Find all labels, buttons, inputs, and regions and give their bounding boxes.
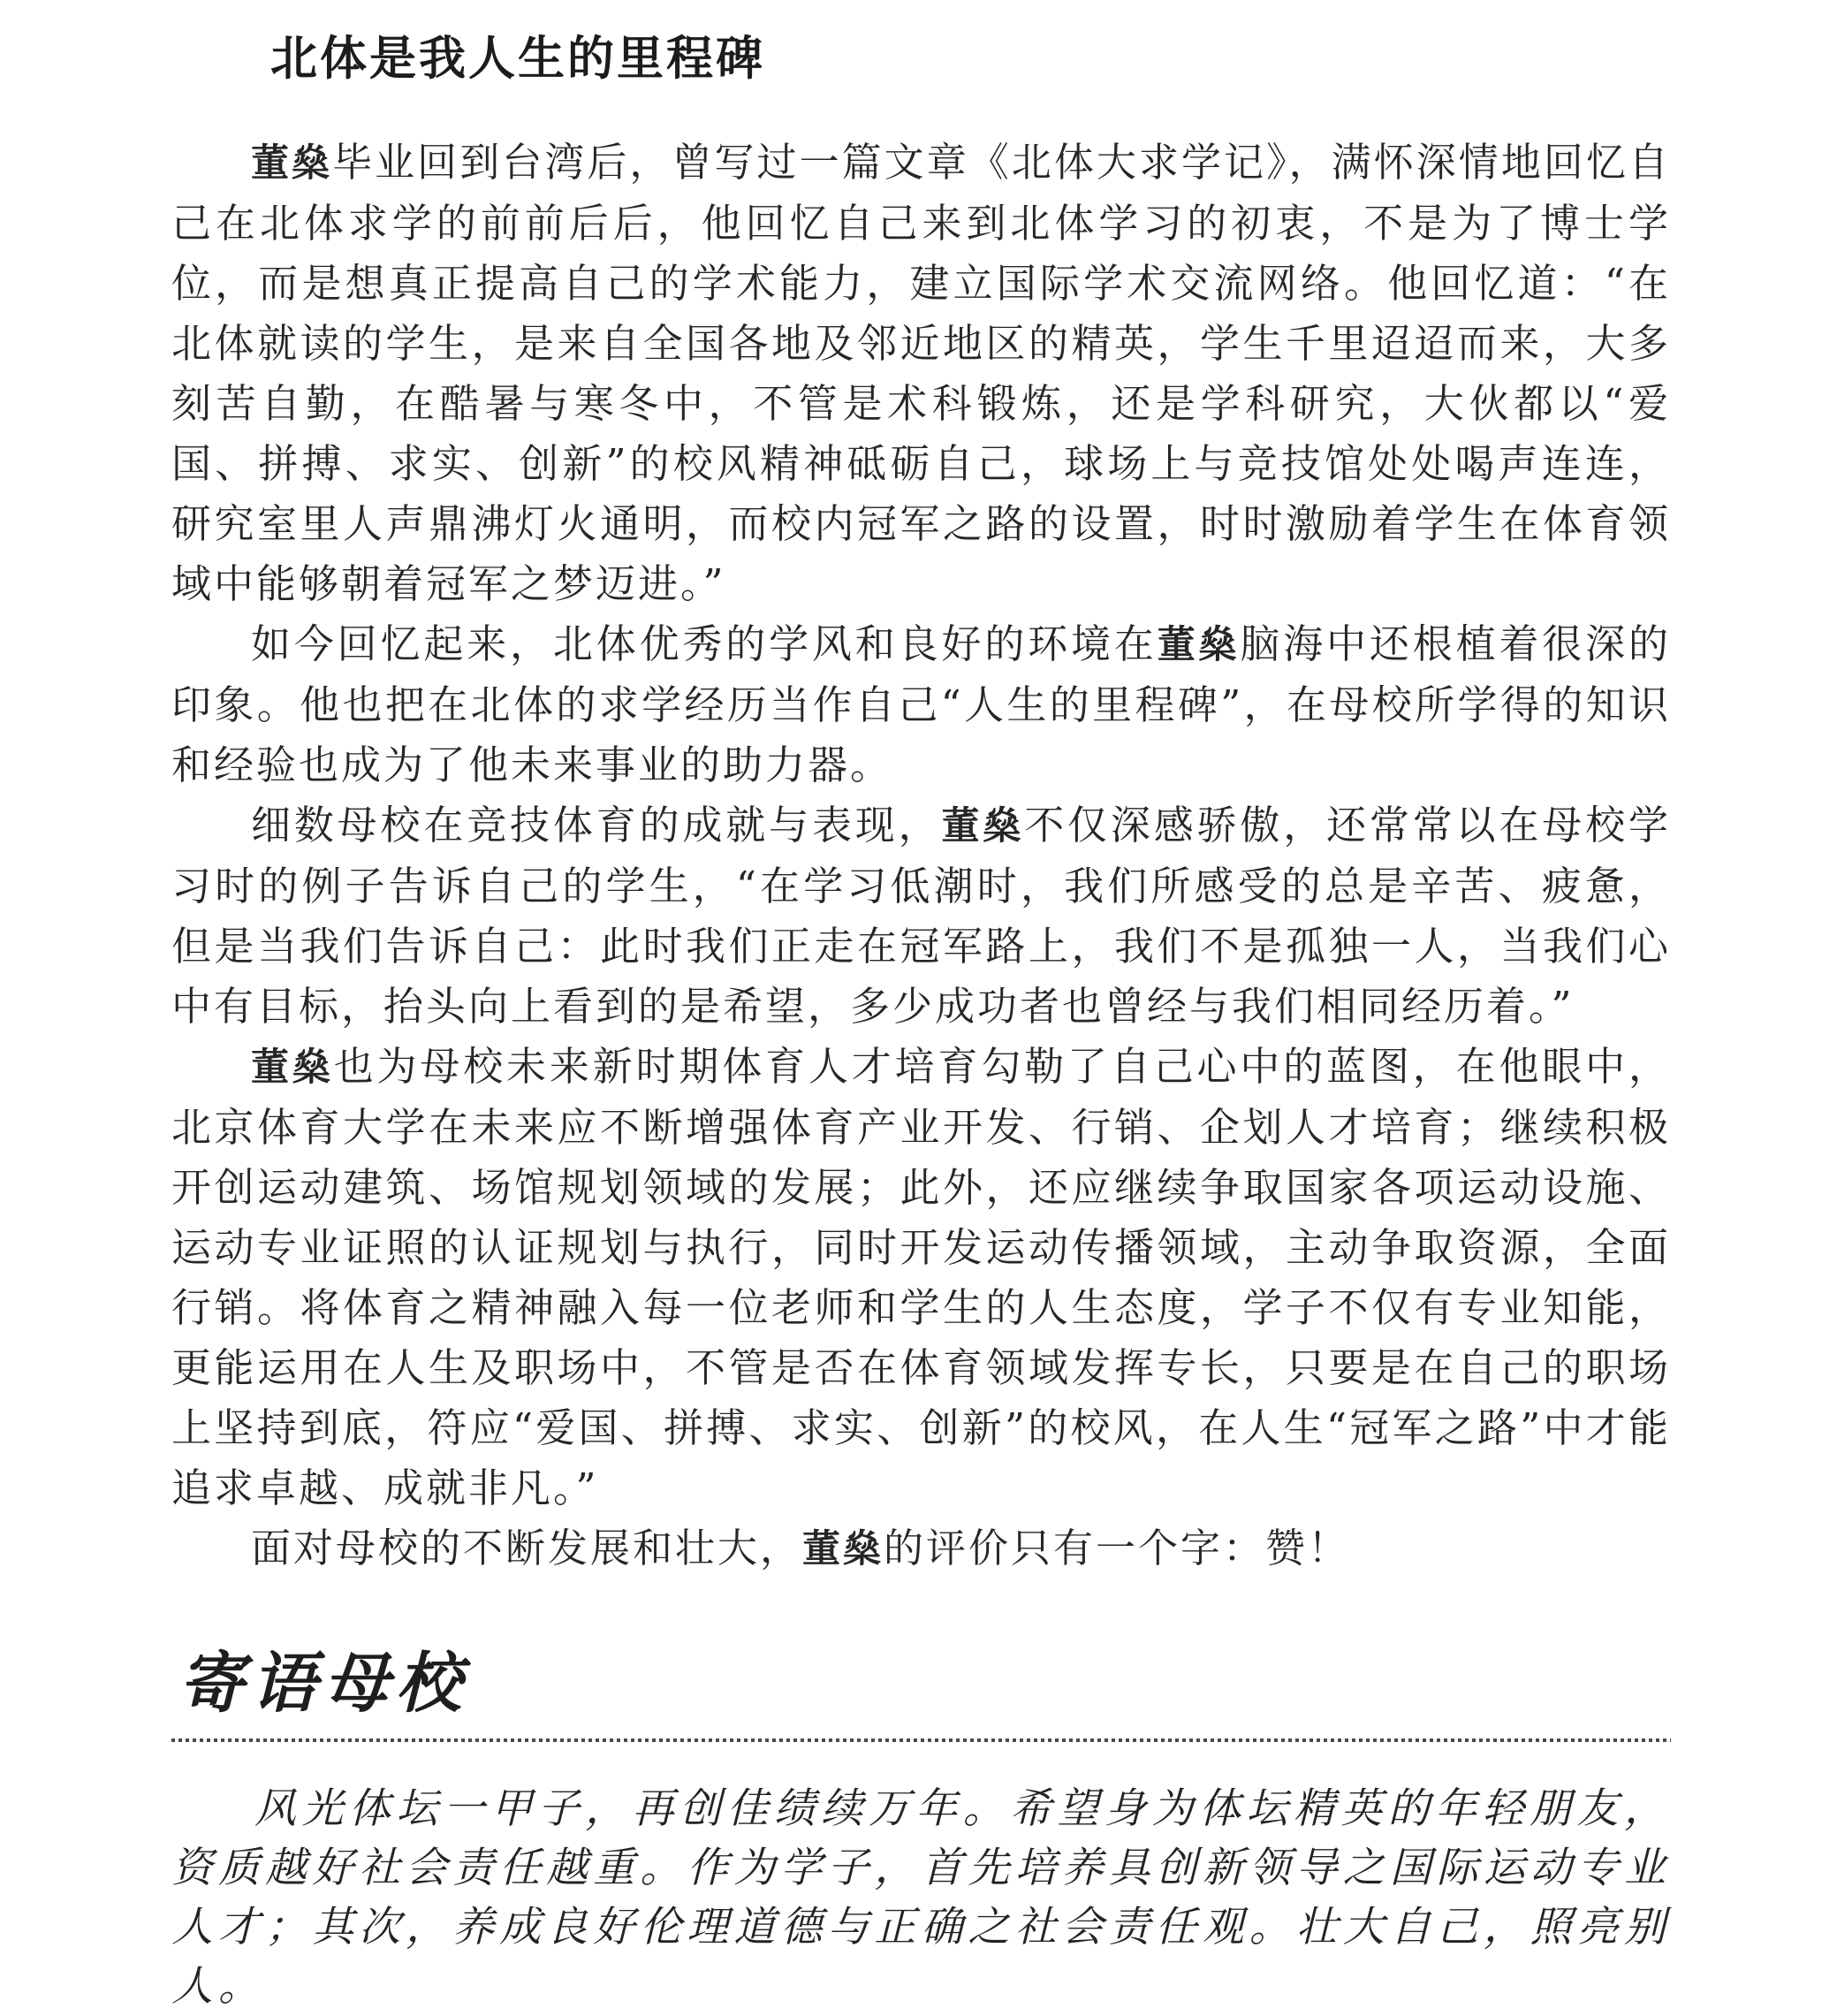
person-name: 董燊 [802,1527,884,1571]
person-name: 董燊 [251,1046,334,1090]
person-name: 董燊 [941,804,1025,848]
section-heading: 寄语母校 [178,1646,468,1722]
paragraph-3 [171,795,1671,1037]
text-run: 毕业回到台湾后，曾写过一篇文章《北体大求学记》，满怀深情地回忆自己在北体求学的前前后后，他回忆自己来到北体学习的初衷，不是为了博士学位，而是想真正提高自己的学术能力，建立国际学术交流网络。他回忆道：“在北体就读的学生，是来自全国各地及邻近地区的精英，学生千里迢迢而来，大多刻苦自勤，在酷暑与寒冬中，不管是术科锻炼，还是学科研究，大伙都以“爱国、拼搏、求实、创新”的校风精神砥砺自己，球场上与竞技馆处处喝声连连，研究室里人声鼎沸灯火通明，而校内冠军之路的设置，时时激励着学生在体育领域中能够朝着冠军之梦迈进。” [171,139,1671,607]
text-run: 的评价只有一个字：赞！ [884,1525,1351,1571]
text-run: 细数母校在竞技体育的成就与表现， [251,802,942,848]
dedication-paragraph: 风光体坛一甲子，再创佳绩续万年。希望身为体坛精英的年轻朋友，资质越好社会责任越重。作为学子，首先培养具创新领导之国际运动专业人才；其次，养成良好伦理道德与正确之社会责任观。壮大自己，照亮别人。 [171,1784,1671,2011]
dotted-divider [171,1738,1671,1742]
paragraph-4 [171,1037,1671,1518]
person-name: 董燊 [251,141,333,186]
person-name: 董燊 [1157,623,1241,667]
text-run: 如今回忆起来，北体优秀的学风和良好的环境在 [251,620,1158,667]
paragraph-1 [171,133,1671,614]
text-run: 脑海中还根植着很深的印象。他也把在北体的求学经历当作自己“人生的里程碑”，在母校所学得的知识和经验也成为了他未来事业的助力器。 [171,620,1671,788]
text-run: 面对母校的不断发展和壮大， [251,1525,803,1571]
text-run: 不仅深感骄傲，还常常以在母校学习时的例子告诉自己的学生，“在学习低潮时，我们所感受的总是辛苦、疲惫，但是当我们告诉自己：此时我们正走在冠军路上，我们不是孤独一人，当我们心中有目标，抬头向上看到的是希望，多少成功者也曾经与我们相同经历着。” [171,802,1671,1030]
paragraph-2 [171,614,1671,795]
chapter-title: 北体是我人生的里程碑 [270,32,765,86]
text-run: 也为母校未来新时期体育人才培育勾勒了自己心中的蓝图，在他眼中，北京体育大学在未来应不断增强体育产业开发、行销、企划人才培育；继续积极开创运动建筑、场馆规划领域的发展；此外，还应继续争取国家各项运动设施、运动专业证照的认证规划与执行，同时开发运动传播领域，主动争取资源，全面行销。将体育之精神融入每一位老师和学生的人生态度，学子不仅有专业知能，更能运用在人生及职场中，不管是否在体育领域发挥专长，只要是在自己的职场上坚持到底，符应“爱国、拼搏、求实、创新”的校风，在人生“冠军之路”中才能追求卓越、成就非凡。” [171,1043,1671,1511]
article-body [171,133,1671,1579]
paragraph-5 [171,1518,1671,1579]
